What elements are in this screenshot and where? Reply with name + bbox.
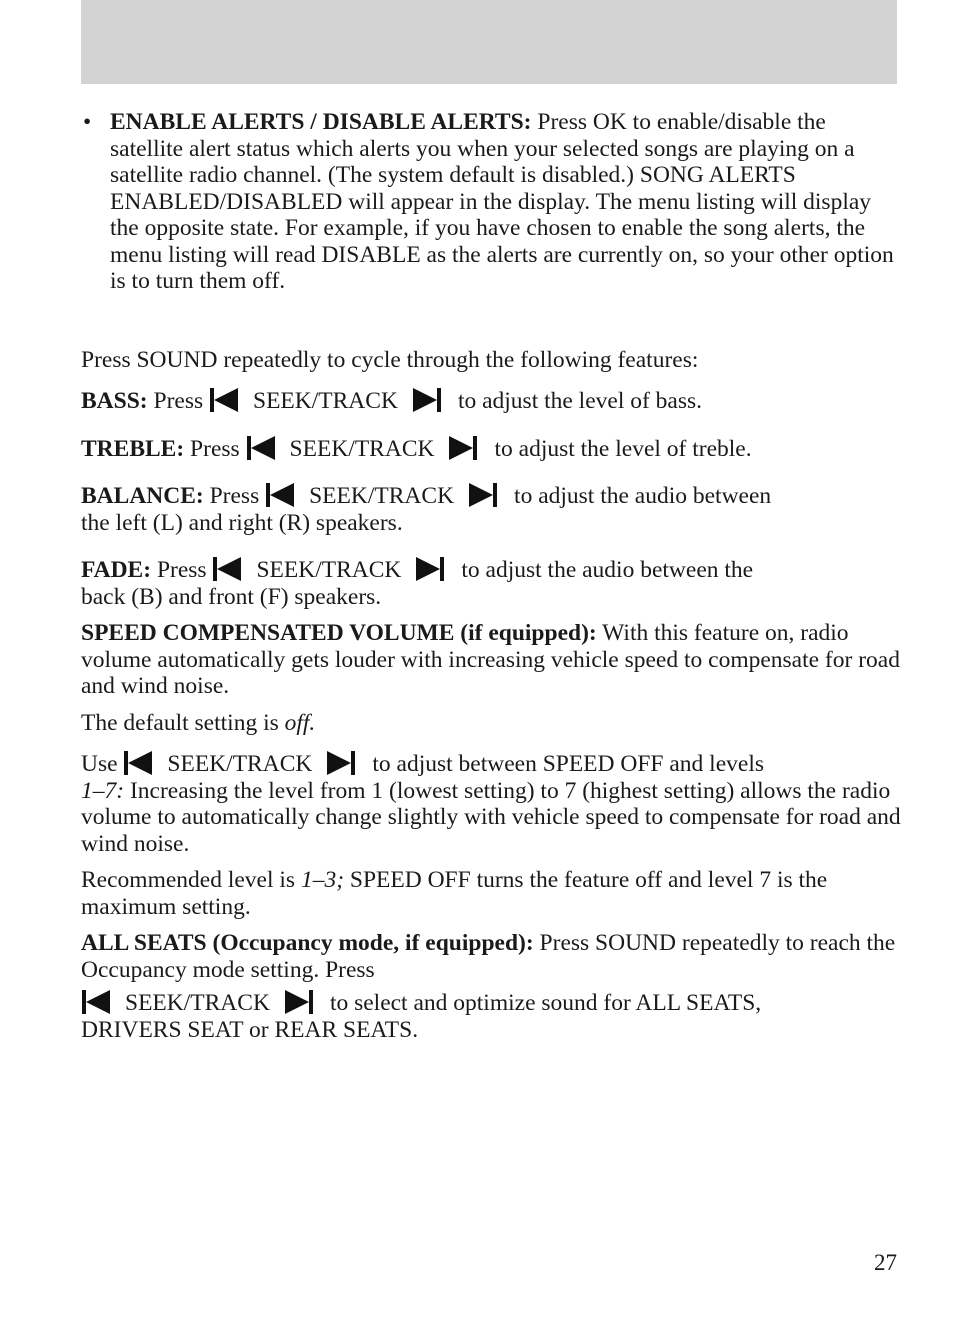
seek-track-label: SEEK/TRACK (253, 388, 398, 414)
treble-paragraph (81, 435, 901, 463)
seek-track-label: SEEK/TRACK (256, 557, 402, 583)
bass-label: BASS: (81, 388, 148, 414)
bullet-dot-icon: • (83, 109, 92, 135)
scv-label: SPEED COMPENSATED VOLUME (if equipped): (81, 620, 597, 646)
use-paragraph (81, 750, 901, 857)
page-number: 27 (874, 1250, 897, 1275)
allseats-rest: to select and optimize sound for ALL SEATS, (329, 990, 762, 1016)
seek-forward-icon (284, 989, 314, 1015)
seek-track-label: SEEK/TRACK (309, 483, 455, 509)
alerts-body: Press OK to enable/disable the satellite alert status which alerts you when your selected songs are playing on a satellite radio channel. (The system default is disabled.) SONG ALERTS ENABLED/DISABLED will appear in the display. The menu listing will display the opposite state. For example, if you have chosen to enable the song alerts, the menu listing will read DISABLE as the alerts are currently on, so your other option is to turn them off. (110, 109, 894, 294)
intro-text: Press SOUND repeatedly to cycle through the following features: (81, 346, 699, 373)
recommended-text: Recommended level is (81, 867, 296, 893)
alerts-paragraph (110, 109, 901, 295)
press-word: Press (209, 483, 260, 509)
default-paragraph (81, 710, 901, 737)
use-body: Increasing the level from 1 (lowest setting) to 7 (highest setting) allows the radio volume to automatically change slightly with vehicle speed to compensate for road and wind noise. (81, 777, 901, 857)
allseats-label: ALL SEATS (Occupancy mode, if equipped): (81, 930, 534, 956)
balance-label: BALANCE: (81, 483, 204, 509)
alerts-heading: ENABLE ALERTS / DISABLE ALERTS: (110, 109, 532, 135)
fade-rest-2: back (B) and front (F) speakers. (81, 583, 382, 610)
allseats-rest-2: DRIVERS SEAT or REAR SEATS. (81, 1016, 419, 1043)
seek-track-label: SEEK/TRACK (167, 751, 313, 777)
seek-back-icon (81, 989, 111, 1015)
seek-forward-icon (412, 387, 442, 413)
seek-back-icon (209, 387, 239, 413)
seek-back-icon (265, 482, 295, 508)
treble-rest: to adjust the level of treble. (494, 435, 752, 462)
seek-forward-icon (326, 750, 356, 776)
fade-paragraph (81, 556, 901, 610)
balance-rest-2: the left (L) and right (R) speakers. (81, 509, 403, 536)
balance-paragraph (81, 482, 901, 536)
bass-paragraph (81, 387, 901, 415)
press-word: Press (156, 557, 207, 583)
recommended-rest: SPEED OFF turns the feature off and level 7 is the maximum setting. (81, 867, 828, 920)
seek-back-icon (212, 556, 242, 582)
scv-paragraph (81, 620, 901, 700)
levels-range: 1–7: (81, 777, 125, 804)
seek-forward-icon (415, 556, 445, 582)
balance-rest: to adjust the audio between (514, 483, 772, 509)
fade-rest: to adjust the audio between the (461, 557, 754, 583)
seek-track-label: SEEK/TRACK (125, 990, 270, 1016)
scv-body: With this feature on, radio volume automatically gets louder with increasing vehicle speed to compensate for road and wind noise. (81, 620, 900, 699)
recommended-value: 1–3; (300, 867, 345, 893)
bass-rest: to adjust the level of bass. (457, 388, 703, 414)
seek-forward-icon (448, 435, 478, 461)
header-bar (81, 0, 897, 84)
press-word: Press (190, 435, 240, 462)
treble-label: TREBLE: (81, 435, 185, 462)
recommended-paragraph (81, 867, 901, 920)
allseats-paragraph (81, 930, 901, 1043)
allseats-body: Press SOUND repeatedly to reach the Occupancy mode setting. Press (81, 930, 896, 983)
fade-label: FADE: (81, 557, 152, 583)
alerts-bullet (81, 109, 901, 295)
seek-back-icon (123, 750, 153, 776)
press-word: Press (153, 388, 204, 414)
default-value: off. (284, 709, 316, 736)
seek-back-icon (246, 435, 276, 461)
default-text: The default setting is (81, 709, 279, 736)
use-rest: to adjust between SPEED OFF and levels (372, 751, 764, 777)
seek-track-label: SEEK/TRACK (289, 435, 435, 462)
seek-forward-icon (468, 482, 498, 508)
manual-content (81, 109, 901, 1043)
use-word: Use (81, 751, 118, 777)
